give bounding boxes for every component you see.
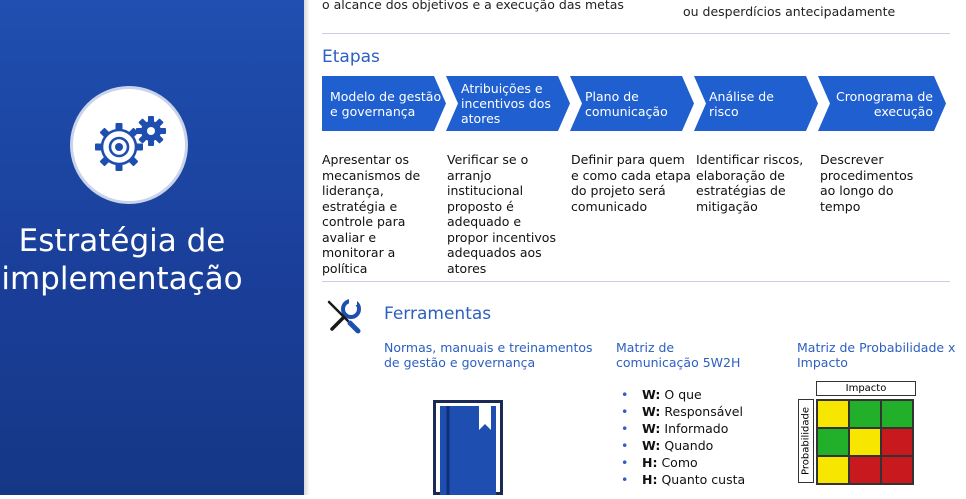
step-chevron-1: [322, 76, 446, 131]
gears-icon: [70, 86, 188, 204]
step-chevron-5: [818, 76, 946, 131]
page-title: [0, 222, 244, 298]
manual-book-icon: [433, 400, 503, 499]
step-label-4: Análise de risco: [709, 88, 774, 119]
page-title-line2: implementação: [1, 261, 243, 297]
step-chevron-3: [570, 76, 694, 131]
step-description-5: Descrever procedimentos ao longo do tempo: [820, 152, 914, 214]
matrix-cell: [881, 428, 913, 456]
step-label-5: Cronograma de execução: [836, 88, 933, 119]
tools-icon: [324, 296, 366, 340]
list-item: • W: O que: [621, 387, 702, 402]
matrix-cell: [817, 428, 849, 456]
matriz-probabilidade-label: Matriz de Probabilidade x Impacto: [797, 340, 956, 370]
step-label-1: Modelo de gestão e governança: [330, 88, 442, 119]
page-title-line1: Estratégia de: [18, 223, 226, 259]
w2h-list: [618, 386, 745, 488]
step-label-2: Atribuições e incentivos dos atores: [461, 81, 551, 126]
list-item: • W: Quando: [621, 438, 714, 453]
step-description-3: Definir para quem e como cada etapa do projeto será comunicado: [571, 152, 691, 214]
list-item: • W: Informado: [621, 421, 729, 436]
list-item: • H: Quanto custa: [621, 472, 746, 487]
step-label-3: Plano de comunicação: [585, 88, 668, 119]
list-item: • W: Responsável: [621, 404, 743, 419]
matrix-probabilidade-label: Probabilidade: [800, 407, 812, 475]
matrix-cell: [817, 456, 849, 484]
matrix-probabilidade-axis: [798, 399, 814, 483]
matrix-cell: [881, 400, 913, 428]
matrix-cell: [849, 428, 881, 456]
risk-matrix: [816, 399, 914, 485]
normas-label: Normas, manuais e treinamentos de gestão e governança: [384, 340, 593, 370]
step-chevron-4: [694, 76, 818, 131]
matrix-cell: [881, 456, 913, 484]
list-item: • H: Como: [621, 455, 698, 470]
matrix-cell: [849, 456, 881, 484]
matrix-cell: [817, 400, 849, 428]
etapas-heading: Etapas: [322, 47, 380, 67]
step-description-1: Apresentar os mecanismos de liderança, estratégia e controle para avaliar e monitorar a política: [322, 152, 421, 276]
top-left-text: o alcance dos objetivos e a execução das metas: [322, 0, 624, 12]
top-right-text: ou desperdícios antecipadamente: [683, 4, 896, 19]
matrix-cell: [849, 400, 881, 428]
divider-middle: [322, 281, 950, 282]
sidebar-panel: [0, 0, 304, 495]
divider-top: [322, 33, 950, 34]
step-description-4: Identificar riscos, elaboração de estratégias de mitigação: [696, 152, 804, 214]
step-description-2: Verificar se o arranjo institucional proposto é adequado e propor incentivos adequados aos atores: [447, 152, 556, 276]
ferramentas-heading: Ferramentas: [384, 304, 492, 324]
matriz-comunicacao-label: Matriz de comunicação 5W2H: [616, 340, 741, 370]
matrix-impacto-label: Impacto: [816, 381, 916, 396]
step-chevron-2: [446, 76, 570, 131]
